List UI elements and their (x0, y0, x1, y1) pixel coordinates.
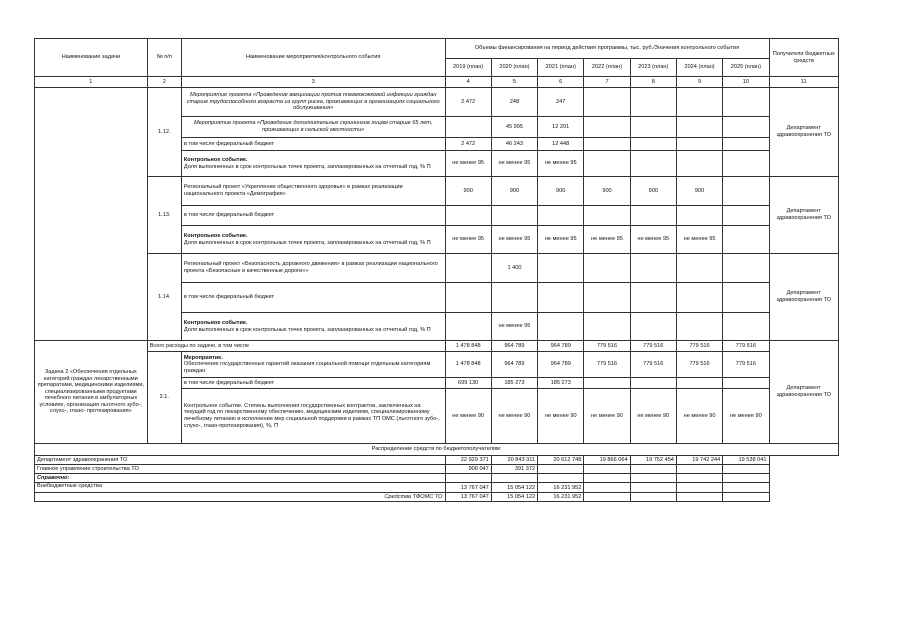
value-cell (445, 313, 491, 341)
header-year: 2023 (план) (630, 59, 676, 77)
value-cell: не менее 95 (491, 226, 537, 254)
value-cell: не менее 90 (676, 389, 722, 444)
header-year: 2025 (план) (723, 59, 769, 77)
recipient-cell: Департамент здравоохранения ТО (769, 341, 838, 444)
value-cell (676, 283, 722, 313)
event-text (181, 352, 445, 378)
table-row (35, 177, 839, 206)
value-cell: 900 (630, 177, 676, 206)
value-cell: 13 767 047 (445, 493, 491, 502)
recipient-cell: Департамент здравоохранения ТО (769, 254, 838, 341)
table-row (35, 465, 839, 474)
value-cell: 13 767 047 (445, 483, 491, 493)
column-number: 11 (769, 77, 838, 88)
value-cell: 15 054 122 (491, 493, 537, 502)
control-event-title: Контрольное событие. (183, 156, 248, 163)
value-cell (538, 313, 584, 341)
task-2-name: Задача 2 «Обеспечения отдельных категорий граждан лекарственными препаратами, медицинскими изделиями, специализированными продуктами лечебного питания в амбулаторных условиях, организация льготного зубо-, слухо-, глазо- протезирования» (35, 341, 148, 444)
value-cell: не менее 95 (445, 151, 491, 177)
distribution-heading-row (35, 444, 839, 456)
header-task-name: Наименование задачи (35, 39, 148, 77)
value-cell (676, 254, 722, 283)
value-cell: не менее 95 (538, 226, 584, 254)
empty-cell (769, 483, 838, 493)
value-cell: 16 231 952 (538, 483, 584, 493)
value-cell (491, 206, 537, 226)
column-number: 10 (723, 77, 769, 88)
header-year: 2020 (план) (491, 59, 537, 77)
value-cell (538, 283, 584, 313)
value-cell (630, 117, 676, 138)
value-cell (584, 88, 630, 117)
value-cell (630, 206, 676, 226)
item-number: 1.12. (147, 88, 181, 177)
value-cell (630, 378, 676, 389)
item-number: 1.13. (147, 177, 181, 254)
table-row (35, 474, 839, 483)
value-cell: 19 866 064 (584, 456, 630, 465)
tfoms-label: Средства ТФОМС ТО (35, 493, 446, 502)
column-numbers-row (35, 77, 839, 88)
value-cell (584, 206, 630, 226)
control-event-text (181, 151, 445, 177)
value-cell: 779 516 (584, 352, 630, 378)
recipient-name: Главное управление строительства ТО (35, 465, 446, 474)
value-cell (676, 483, 722, 493)
value-cell (445, 117, 491, 138)
value-cell (723, 226, 769, 254)
value-cell: не менее 90 (538, 389, 584, 444)
value-cell (723, 88, 769, 117)
value-cell (584, 474, 630, 483)
value-cell: 779 516 (723, 341, 769, 352)
header-event-name: Наименование мероприятия/контрольного события (181, 39, 445, 77)
item-number: 1.14. (147, 254, 181, 341)
value-cell (723, 313, 769, 341)
value-cell: не менее 90 (445, 389, 491, 444)
column-number: 9 (676, 77, 722, 88)
table-row (35, 456, 839, 465)
item-number: 2.1. (147, 352, 181, 444)
value-cell: 964 789 (491, 341, 537, 352)
value-cell (676, 88, 722, 117)
empty-cell (769, 493, 838, 502)
value-cell: 779 516 (676, 352, 722, 378)
value-cell: 2 472 (445, 138, 491, 151)
empty-cell (769, 474, 838, 483)
value-cell (723, 483, 769, 493)
recipient-cell: Департамент здравоохранения ТО (769, 88, 838, 177)
value-cell: 779 516 (584, 341, 630, 352)
value-cell: не менее 90 (630, 389, 676, 444)
value-cell (676, 206, 722, 226)
value-cell: 779 516 (676, 341, 722, 352)
value-cell (723, 138, 769, 151)
table-row (35, 352, 839, 378)
empty-cell (769, 456, 838, 465)
extrabudget-label: Внебюджетные средства (35, 483, 446, 493)
table-row (35, 254, 839, 283)
value-cell: 1 478 848 (445, 352, 491, 378)
value-cell (723, 117, 769, 138)
value-cell: 900 (491, 177, 537, 206)
value-cell: не менее 95 (491, 313, 537, 341)
value-cell: 185 273 (491, 378, 537, 389)
value-cell (584, 254, 630, 283)
value-cell (676, 138, 722, 151)
value-cell (445, 254, 491, 283)
value-cell: 20 843 311 (491, 456, 537, 465)
task-total-label: Всего расходы по задаче, в том числе (147, 341, 445, 352)
value-cell (630, 474, 676, 483)
value-cell (723, 151, 769, 177)
task-cell-empty (35, 88, 148, 177)
value-cell: не менее 95 (445, 226, 491, 254)
value-cell (630, 465, 676, 474)
value-cell (630, 88, 676, 117)
reference-label: Справочно: (35, 474, 446, 483)
value-cell: 12 201 (538, 117, 584, 138)
control-event-title: Контрольное событие. (183, 319, 248, 326)
value-cell (584, 138, 630, 151)
event-text: в том числе федеральный бюджет (181, 283, 445, 313)
table-row (35, 341, 839, 352)
control-event-text (181, 226, 445, 254)
value-cell (538, 474, 584, 483)
value-cell: 20 612 748 (538, 456, 584, 465)
column-number: 2 (147, 77, 181, 88)
task-cell-empty (35, 177, 148, 254)
event-text: Мероприятие проекта «Проведение вакцинации против пневмококковой инфекции граждан старше трудоспособного возраста из групп риска, проживающих в организациях социального обслуживания» (181, 88, 445, 117)
recipient-name: Департамент здравоохранения ТО (35, 456, 446, 465)
value-cell: 391 372 (491, 465, 537, 474)
value-cell: 900 (445, 177, 491, 206)
value-cell: не менее 95 (538, 151, 584, 177)
table-row (35, 483, 839, 493)
value-cell: 2 472 (445, 88, 491, 117)
value-cell (538, 206, 584, 226)
event-title: Мероприятие. (183, 354, 223, 361)
value-cell (630, 283, 676, 313)
header-funding: Объемы финансирования на период действия программы, тыс. руб./Значения контрольного события (445, 39, 769, 59)
value-cell (584, 313, 630, 341)
event-desc: Обеспечение государственных гарантий оказания социальной помощи отдельным категориям граждан (183, 361, 431, 374)
event-text: в том числе федеральный бюджет (181, 206, 445, 226)
value-cell (676, 313, 722, 341)
value-cell (676, 493, 722, 502)
value-cell (538, 254, 584, 283)
value-cell: 900 (584, 177, 630, 206)
value-cell: 1 400 (491, 254, 537, 283)
value-cell: 22 929 371 (445, 456, 491, 465)
column-number: 7 (584, 77, 630, 88)
program-funding-table (34, 38, 839, 502)
event-text: в том числе федеральный бюджет (181, 138, 445, 151)
value-cell: не менее 90 (723, 389, 769, 444)
value-cell (445, 283, 491, 313)
value-cell (630, 254, 676, 283)
column-number: 8 (630, 77, 676, 88)
header-year: 2022 (план) (584, 59, 630, 77)
value-cell (491, 474, 537, 483)
header-year: 2024 (план) (676, 59, 722, 77)
value-cell: 900 (538, 177, 584, 206)
recipient-cell: Департамент здравоохранения ТО (769, 177, 838, 254)
value-cell (584, 283, 630, 313)
value-cell (584, 483, 630, 493)
value-cell: 46 243 (491, 138, 537, 151)
value-cell (538, 465, 584, 474)
header-year: 2019 (план) (445, 59, 491, 77)
value-cell (723, 474, 769, 483)
value-cell: 247 (538, 88, 584, 117)
event-text: Мероприятие проекта «Проведение дополнительных скринингов лицам старше 65 лет, проживающих в сельской местности» (181, 117, 445, 138)
table-row (35, 493, 839, 502)
value-cell (584, 378, 630, 389)
value-cell (445, 474, 491, 483)
value-cell (723, 177, 769, 206)
value-cell (723, 378, 769, 389)
control-event-desc: Доля выполненных в срок контрольных точек проекта, запланированных на отчетный год, % П (183, 326, 431, 333)
event-text: в том числе федеральный бюджет (181, 378, 445, 389)
distribution-heading: Распределение средств по бюджетополучателям: (35, 444, 839, 456)
value-cell (723, 254, 769, 283)
value-cell (723, 493, 769, 502)
value-cell: 964 789 (538, 352, 584, 378)
value-cell (723, 206, 769, 226)
task-cell-empty (35, 254, 148, 341)
value-cell (630, 313, 676, 341)
value-cell (630, 483, 676, 493)
control-event-text (181, 313, 445, 341)
value-cell (491, 283, 537, 313)
empty-cell (769, 465, 838, 474)
value-cell (676, 378, 722, 389)
value-cell (630, 138, 676, 151)
value-cell: 779 516 (630, 341, 676, 352)
value-cell: 1 478 848 (445, 341, 491, 352)
event-text: Региональный проект «Укрепление общественного здоровья» в рамках реализации национального проекта «Демография» (181, 177, 445, 206)
value-cell (445, 206, 491, 226)
value-cell: не менее 90 (491, 389, 537, 444)
value-cell: 964 789 (491, 352, 537, 378)
header-recipients: Получатели бюджетных средств (769, 39, 838, 77)
event-text: Региональный проект «Безопасность дорожного движения» в рамках реализации национального проекта «Безопасные и качественные дороги»» (181, 254, 445, 283)
column-number: 4 (445, 77, 491, 88)
value-cell (723, 283, 769, 313)
value-cell (584, 117, 630, 138)
control-event-desc: Доля выполненных в срок контрольных точек проекта, запланированных на отчетный год, % П (183, 163, 431, 170)
header-year: 2021 (план) (538, 59, 584, 77)
value-cell: 906 047 (445, 465, 491, 474)
column-number: 5 (491, 77, 537, 88)
value-cell: 900 (676, 177, 722, 206)
value-cell: 45 995 (491, 117, 537, 138)
control-event-text: Контрольное событие. Степень выполнения государственных контрактов, заключенных на текущий год по лекарственному обеспечению, медицинским изделиям, специализированному лечебному питанию и исполнение мер социальной поддержки в рамках ТП ОМС (льготного зубо-, слухо-, глазо-протезирования), %, П (181, 389, 445, 444)
value-cell: не менее 90 (584, 389, 630, 444)
value-cell: 248 (491, 88, 537, 117)
column-number: 6 (538, 77, 584, 88)
value-cell: 964 789 (538, 341, 584, 352)
value-cell: 779 516 (630, 352, 676, 378)
value-cell (630, 493, 676, 502)
column-number: 3 (181, 77, 445, 88)
value-cell (676, 474, 722, 483)
value-cell (676, 465, 722, 474)
value-cell: 19 752 454 (630, 456, 676, 465)
value-cell: 19 538 041 (723, 456, 769, 465)
value-cell: не менее 95 (491, 151, 537, 177)
value-cell: 16 231 952 (538, 493, 584, 502)
value-cell: 19 742 244 (676, 456, 722, 465)
value-cell: 185 273 (538, 378, 584, 389)
value-cell (723, 465, 769, 474)
column-number: 1 (35, 77, 148, 88)
value-cell (676, 151, 722, 177)
value-cell: 15 054 122 (491, 483, 537, 493)
value-cell (676, 117, 722, 138)
control-event-desc: Доля выполненных в срок контрольных точек проекта, запланированных на отчетный год, % П (183, 239, 431, 246)
value-cell: 779 516 (723, 352, 769, 378)
value-cell: 699 130 (445, 378, 491, 389)
value-cell (584, 493, 630, 502)
header-number: № п/п (147, 39, 181, 77)
table-row (35, 88, 839, 117)
value-cell: не менее 95 (676, 226, 722, 254)
value-cell: не менее 95 (630, 226, 676, 254)
value-cell: 12 448 (538, 138, 584, 151)
value-cell (584, 465, 630, 474)
value-cell (630, 151, 676, 177)
header-row (35, 39, 839, 59)
value-cell: не менее 95 (584, 226, 630, 254)
value-cell (584, 151, 630, 177)
control-event-title: Контрольное событие. (183, 232, 248, 239)
